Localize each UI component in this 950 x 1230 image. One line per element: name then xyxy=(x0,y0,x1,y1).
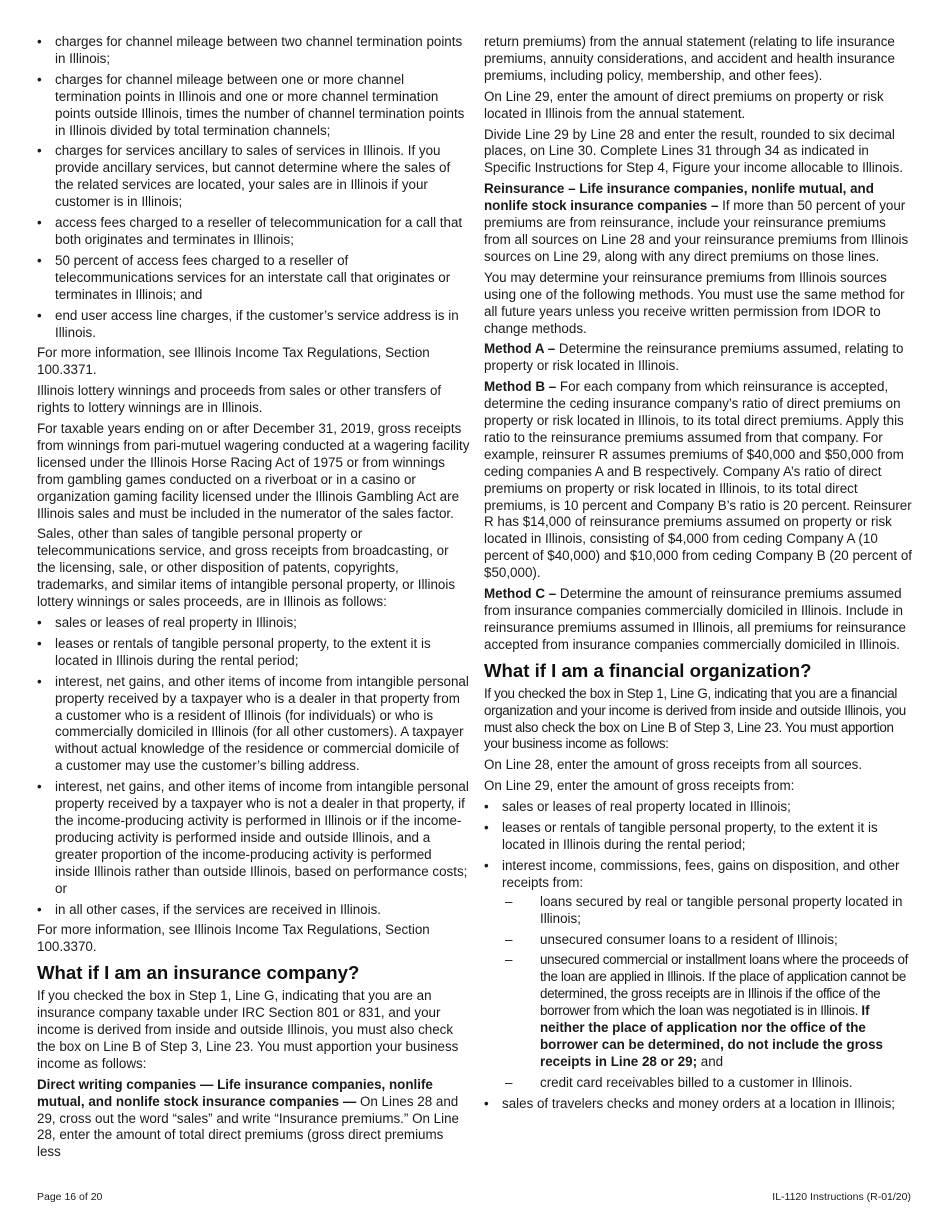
list-item: • sales or leases of real property located in Illinois; xyxy=(484,799,916,816)
insurance-heading: What if I am an insurance company? xyxy=(37,962,360,984)
method-b-paragraph xyxy=(484,379,916,582)
premiums-continued-paragraph: return premiums) from the annual statement (relating to life insurance premiums, annuity considerations, and accident and health insurance premiums, including policy, membership, and other fees). xyxy=(484,34,895,83)
method-b-text: For each company from which reinsurance is accepted, determine the ceding insurance company’s ratio of direct premiums on property or risk located in Illinois, to its total direct premiums. Apply this ratio to the reinsurance premiums assumed from that company. For example, reinsurer R assumes premiums of $40,000 and $50,000 from ceding companies A and B respectively. Company A’s ratio of direct premiums on property or risk located in Illinois, to its total direct premiums, is 10 percent and Company B’s ratio is 20 percent. Reinsurer R has $14,000 of reinsurance premiums assumed on property or risk located in Illinois, consisting of $4,000 from ceding Company A (10 percent of $40,000) and $10,000 from ceding Company B (20 percent of $50,000). xyxy=(484,379,913,581)
list-item-text: interest income, commissions, fees, gains on disposition, and other receipts from: xyxy=(502,857,900,890)
list-item: • access fees charged to a reseller of telecommunication for a call that both originates and terminates in Illinois; xyxy=(37,215,470,249)
reinsurance-text: If more than 50 percent of your premiums are from reinsurance, include your reinsurance premiums from all sources on Line 28 and your reinsurance premiums from Illinois sources on Line 29, along with any direct premiums on those lines. xyxy=(484,198,909,264)
list-item: • interest, net gains, and other items of income from intangible personal property received by a taxpayer who is not a dealer in that property, if the income-producing activity is performed in Illinois or if the income-producing activity is performed inside and outside Illinois, and a greater proportion of the income-producing activity is performed inside Illinois rather than outside Illinois, based on performance costs; or xyxy=(37,779,470,897)
method-c-text: Determine the amount of reinsurance premiums assumed from insurance companies commercially domiciled in Illinois. Include in reinsurance premiums assumed in Illinois, all premiums for reinsurance accepted from insurance companies commercially domiciled in Illinois. xyxy=(484,586,906,652)
financial-heading: What if I am a financial organization? xyxy=(484,659,812,681)
insurance-paragraph: If you checked the box in Step 1, Line G, indicating that you are an insurance company taxable under IRC Section 801 or 831, and your income is derived from inside and outside Illinois, you must also check the box on Line B of Step 3, Line 23. You must apportion your business income as follows: xyxy=(37,988,459,1071)
line28-financial-paragraph: On Line 28, enter the amount of gross receipts from all sources. xyxy=(484,757,863,773)
list-item: • end user access line charges, if the customer’s service address is in Illinois. xyxy=(37,308,470,342)
right-column xyxy=(484,34,916,1117)
list-item: • charges for channel mileage between one or more channel termination points in Illinois and one or more channel termination points outside Illinois, times the number of channel termination points in Illinois divided by total termination channels; xyxy=(37,72,470,140)
commercial-loans-text: unsecured commercial or installment loans where the proceeds of the loan are applied in Illinois. If the place of application cannot be determined, the gross receipts are in Illinois if the office of the borrower from which the loan was negotiated is in Illinois. xyxy=(540,952,908,1019)
list-item: • charges for services ancillary to sales of services in Illinois. If you provide ancillary services, but cannot determine where the sales of the related services are located, your sales are in Illinois if your customer is in Illinois; xyxy=(37,143,470,211)
list-item: • 50 percent of access fees charged to a reseller of telecommunications services for an interstate call that originates or terminates in Illinois; and xyxy=(37,253,470,304)
sublist-item: – credit card receivables billed to a customer in Illinois. xyxy=(502,1075,916,1092)
parimutuel-paragraph: For taxable years ending on or after December 31, 2019, gross receipts from winnings from pari-mutuel wagering conducted at a wagering facility licensed under the Illinois Horse Racing Act of 1975 or from winnings from gambling games conducted on a riverboat or in a casino or organization gaming facility licensed under the Illinois Gambling Act are Illinois sales and must be included in the numerator of the sales factor. xyxy=(37,421,470,521)
method-a-text: Determine the reinsurance premiums assumed, relating to property or risk located in Illinois. xyxy=(484,341,904,374)
page-number: Page 16 of 20 xyxy=(37,1191,103,1203)
divide-paragraph: Divide Line 29 by Line 28 and enter the result, rounded to six decimal places, on Line 30. Complete Lines 31 through 34 as indicated in Specific Instructions for Step 4, Figure your income allocable to Illinois. xyxy=(484,126,904,176)
direct-writing-paragraph xyxy=(37,1077,470,1162)
list-item: • interest, net gains, and other items of income from intangible personal property received by a taxpayer who is a dealer in that property from a customer who is a resident of Illinois (for individuals) or who is commercially domiciled in Illinois (for all other customers). A taxpayer without actual knowledge of the residence or commercial domicile of a customer may use the customer’s billing address. xyxy=(37,674,470,775)
info-paragraph-3371: For more information, see Illinois Income Tax Regulations, Section 100.3371. xyxy=(37,345,430,378)
method-c-label: Method C – xyxy=(484,586,557,602)
info-paragraph-3370: For more information, see Illinois Income Tax Regulations, Section 100.3370. xyxy=(37,922,430,955)
reinsurance-label: Reinsurance – Life insurance companies, nonlife mutual, and nonlife stock insurance companies – xyxy=(484,181,874,214)
method-a-paragraph xyxy=(484,341,916,375)
direct-writing-text: On Lines 28 and 29, cross out the word “sales” and write “Insurance premiums.” On Line 28, enter the amount of total direct premiums (gross direct premiums less xyxy=(37,1093,459,1160)
method-a-label: Method A – xyxy=(484,341,556,357)
list-item: • charges for channel mileage between two channel termination points in Illinois; xyxy=(37,34,470,68)
sublist-item: – loans secured by real or tangible personal property located in Illinois; xyxy=(502,894,916,928)
intangible-sales-list xyxy=(37,615,470,918)
list-item: • sales of travelers checks and money orders at a location in Illinois; xyxy=(484,1096,916,1113)
list-item: • sales or leases of real property in Illinois; xyxy=(37,615,470,632)
reinsurance-paragraph xyxy=(484,181,916,266)
line29-paragraph: On Line 29, enter the amount of direct premiums on property or risk located in Illinois from the annual statement. xyxy=(484,88,884,121)
financial-receipts-list xyxy=(484,799,916,1112)
left-column xyxy=(37,34,470,1165)
list-item: • leases or rentals of tangible personal property, to the extent it is located in Illinois during the rental period; xyxy=(37,636,470,670)
sales-other-paragraph: Sales, other than sales of tangible personal property or telecommunications service, and gross receipts from broadcasting, or the licensing, sale, or other disposition of patents, copyrights, trademarks, and similar items of intangible personal property, or Illinois lottery winnings or sales proceeds, are in Illinois as follows: xyxy=(37,526,456,610)
list-item xyxy=(484,858,916,1092)
receipts-sublist xyxy=(502,894,916,1092)
sublist-item: – unsecured consumer loans to a resident of Illinois; xyxy=(502,932,916,949)
form-identifier: IL-1120 Instructions (R-01/20) xyxy=(772,1191,911,1203)
list-item: • leases or rentals of tangible personal property, to the extent it is located in Illinois during the rental period; xyxy=(484,820,916,854)
telecom-sales-list xyxy=(37,34,470,341)
lottery-paragraph: Illinois lottery winnings and proceeds from sales or other transfers of rights to lottery winnings are in Illinois. xyxy=(37,383,442,416)
sublist-item xyxy=(502,952,916,1070)
financial-paragraph: If you checked the box in Step 1, Line G, indicating that you are a financial organization and your income is derived from inside and outside Illinois, you must also check the box on Line B of Step 3, Line 23. You must apportion your business income as follows: xyxy=(484,685,906,752)
commercial-loans-bold: If neither the place of application nor the office of the borrower can be determined, do not include the gross receipts in Line 28 or 29; xyxy=(540,1003,883,1069)
method-b-label: Method B – xyxy=(484,379,557,395)
list-item: • in all other cases, if the services are received in Illinois. xyxy=(37,902,470,919)
commercial-loans-and: and xyxy=(697,1053,724,1069)
line29-financial-paragraph: On Line 29, enter the amount of gross receipts from: xyxy=(484,778,795,794)
method-c-paragraph xyxy=(484,586,916,654)
methods-paragraph: You may determine your reinsurance premiums from Illinois sources using one of the following methods. You must use the same method for all future years unless you receive written permission from IDOR to change methods. xyxy=(484,269,905,336)
direct-writing-label: Direct writing companies — Life insurance companies, nonlife mutual, and nonlife stock insurance companies — xyxy=(37,1076,433,1109)
